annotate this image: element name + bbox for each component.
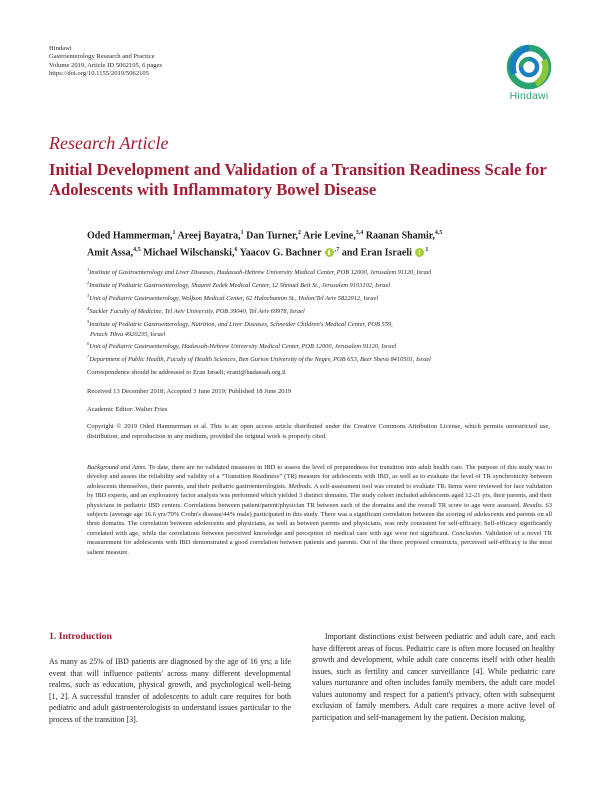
copyright-notice: Copyright © 2019 Oded Hammerman et al. This is an open access article distributed under the Creative Commons Attribution License, which permits unrestricted use, distribution, and reproduction in any medium, provided the original work is properly cited. — [87, 423, 550, 440]
affiliation-text: Institute of Pediatric Gastroenterology, Nutrition, and Liver Diseases, Schneider Children's Medical Center, POB 559, — [89, 320, 393, 328]
journal-doi[interactable]: https://doi.org/10.1155/2019/5062105 — [49, 70, 150, 78]
affiliation-number: 7 — [87, 354, 90, 360]
journal-volume: Volume 2019, Article ID 5062105, 6 pages — [49, 61, 163, 69]
author-list — [87, 226, 577, 261]
article-title: Initial Development and Validation of a Transition Readiness Scale for Adolescents with Inflammatory Bowel Disease — [49, 160, 547, 199]
abstract-results: 63 subjects (average age 16.6 yrs/79% Crohn's disease/44% male) participated in this study. There was a significant correlation between the scoring of adolescents and parents on all three domains. The correlation between adolescents and physicians, as well as between parents and physicians, was only consistent for self-efficacy. Self-efficacy significantly correlated with age, while the correlations between perceived knowledge and perception of medical care with age were not significant. — [87, 501, 552, 537]
orcid-icon[interactable] — [415, 248, 424, 257]
affiliation-number: 6 — [87, 341, 90, 347]
author-name: Dan Turner, — [246, 230, 298, 242]
affiliation-number: 3 — [87, 292, 90, 298]
section-heading: 1. Introduction — [49, 631, 112, 642]
author-name: Yaacov G. Bachner — [239, 247, 322, 259]
affiliation-item — [87, 291, 567, 304]
author-affiliation-sup: ,7 — [334, 247, 340, 254]
author-name: Michael Wilschanski, — [143, 247, 235, 259]
abstract-results-label: Results. — [522, 501, 544, 509]
academic-editor: Academic Editor: Walter Fries — [87, 406, 168, 413]
intro-left-column: As many as 25% of IBD patients are diagnosed by the age of 16 yrs; a life event that will influence patients' across many different developmental realms, such as education, physical growth, and psychological well-being [1, 2]. A successful transfer of adolescents to adult care requires for both pediatric and adult gastroenterologists to understand issues particular to the process of the transition [3]. — [49, 657, 291, 724]
author-affiliation-sup: 6 — [234, 247, 238, 254]
journal-info — [49, 45, 162, 79]
affiliation-text: Sackler Faculty of Medicine, Tel Aviv University, POB 39040, Tel Aviv 69978, Israel — [89, 307, 305, 315]
affiliation-item — [87, 265, 567, 278]
affiliation-continuation: Petach Tikva 4920235, Israel — [90, 330, 166, 338]
affiliation-text: Department of Public Health, Faculty of Health Sciences, Ben Gurion University of the Negev, POB 653, Beer Sheva 8410501, Israel — [89, 356, 431, 364]
publication-dates: Received 13 December 2018; Accepted 3 June 2019; Published 18 June 2019 — [87, 388, 292, 395]
affiliation-text: Institute of Gastroenterology and Liver Diseases, Hadassah-Hebrew University Medical Center, POB 12000, Jerusalem 91120, Israel — [89, 269, 432, 277]
author-affiliation-sup: 1 — [172, 230, 176, 236]
correspondence: Correspondence should be addressed to Eran Israeli; erani@hadassah.org.il — [87, 369, 286, 376]
article-type: Research Article — [49, 133, 169, 153]
affiliation-item — [87, 278, 567, 291]
hindawi-rings-icon — [506, 44, 552, 90]
abstract-background-label: Background and Aims. — [87, 464, 147, 471]
abstract-background: To date, there are no validated measures in IBD to assess the level of preparedness for transition into adult health care. The purpose of this study was to develop and assess the reliability and validity of a “Transition Readiness” (TR) measure for adolescents with IBD, as well as to evaluate the level of TR synchronicity between adolescents themselves, their parents, and their pediatric gastroenterologists. — [87, 464, 552, 490]
author-name: and Eran Israeli — [341, 247, 412, 259]
author-name: Raanan Shamir, — [365, 230, 435, 242]
abstract-methods-label: Methods. — [288, 482, 313, 490]
author-name: Oded Hammerman, — [87, 230, 173, 242]
affiliation-number: 1 — [87, 267, 90, 272]
affiliation-text: Institute of Pediatric Gastroenterology, Shaarei Zedek Medical Center, 12 Shmuel Beit St., Jerusalem 9103102, Israel — [89, 282, 391, 290]
author-name: Arie Levine, — [302, 230, 356, 242]
author-affiliation-sup: 4,5 — [133, 247, 141, 254]
affiliation-item — [87, 317, 567, 330]
orcid-icon[interactable] — [325, 248, 334, 257]
affiliation-number: 4 — [87, 305, 90, 311]
abstract-conclusion-label: Conclusion. — [451, 529, 483, 537]
affiliation-item — [87, 304, 567, 317]
author-affiliation-sup: 1 — [240, 230, 244, 236]
affiliation-text: Unit of Pediatric Gastroenterology, Wolfson Medical Center, 62 Halochamim St., Holon/Tel Aviv 5822012, Israel — [89, 294, 379, 302]
affiliations — [87, 265, 567, 365]
affiliation-item — [87, 339, 567, 352]
abstract — [87, 463, 552, 557]
publisher-name: Hindawi — [49, 45, 72, 52]
author-affiliation-sup: 3,4 — [355, 230, 364, 236]
author-affiliation-sup: 4,5 — [434, 230, 443, 236]
affiliation-item — [87, 352, 567, 365]
intro-right-column: Important distinctions exist between pediatric and adult care, and each have different areas of focus. Pediatric care is often more focused on healthy growth and development, while adult care concerns itself with other health issues, such as fertility and cancer surveillance [4]. While pediatric care values nurturance and often includes family members, the adult care model values autonomy and respect for a patient's privacy, often with subsequent exclusion of family members. Adult care requires a more active level of participation and self-management by the patient. Decision making, — [312, 632, 555, 722]
affiliation-number: 2 — [87, 279, 90, 285]
logo-wordmark: Hindawi — [509, 90, 549, 102]
journal-name: Gastroenterology Research and Practice — [49, 53, 155, 61]
abstract-conclusion: Validation of a novel TR measurement for adolescents with IBD demonstrated a good correlation between patients and parents. Out of the three proposed constructs, perceived self-efficacy is the most salient measure. — [87, 529, 552, 556]
affiliation-number: 5 — [87, 318, 90, 324]
hindawi-logo — [497, 44, 561, 106]
abstract-methods: A self-assessment tool was created to evaluate TR. Items were reviewed for face validation by IBD experts, and an exploratory factor analysis was performed which yielded 3 distinct domains. The study cohort included adolescents aged 12-21 yrs, their parents, and their physicians in pediatric IBD centers. Correlations between patient/parent/physician TR between each of the domains and the overall TR score to age were assessed. — [87, 482, 552, 509]
author-name: Areej Bayatra, — [177, 230, 241, 242]
affiliation-text: Unit of Pediatric Gastroenterology, Hadassah-Hebrew University Medical Center, POB 12000, Jerusalem 91120, Israel — [89, 343, 397, 351]
author-name: Amit Assa, — [87, 247, 134, 259]
author-affiliation-sup: 1 — [425, 247, 429, 254]
author-affiliation-sup: 2 — [298, 230, 301, 236]
